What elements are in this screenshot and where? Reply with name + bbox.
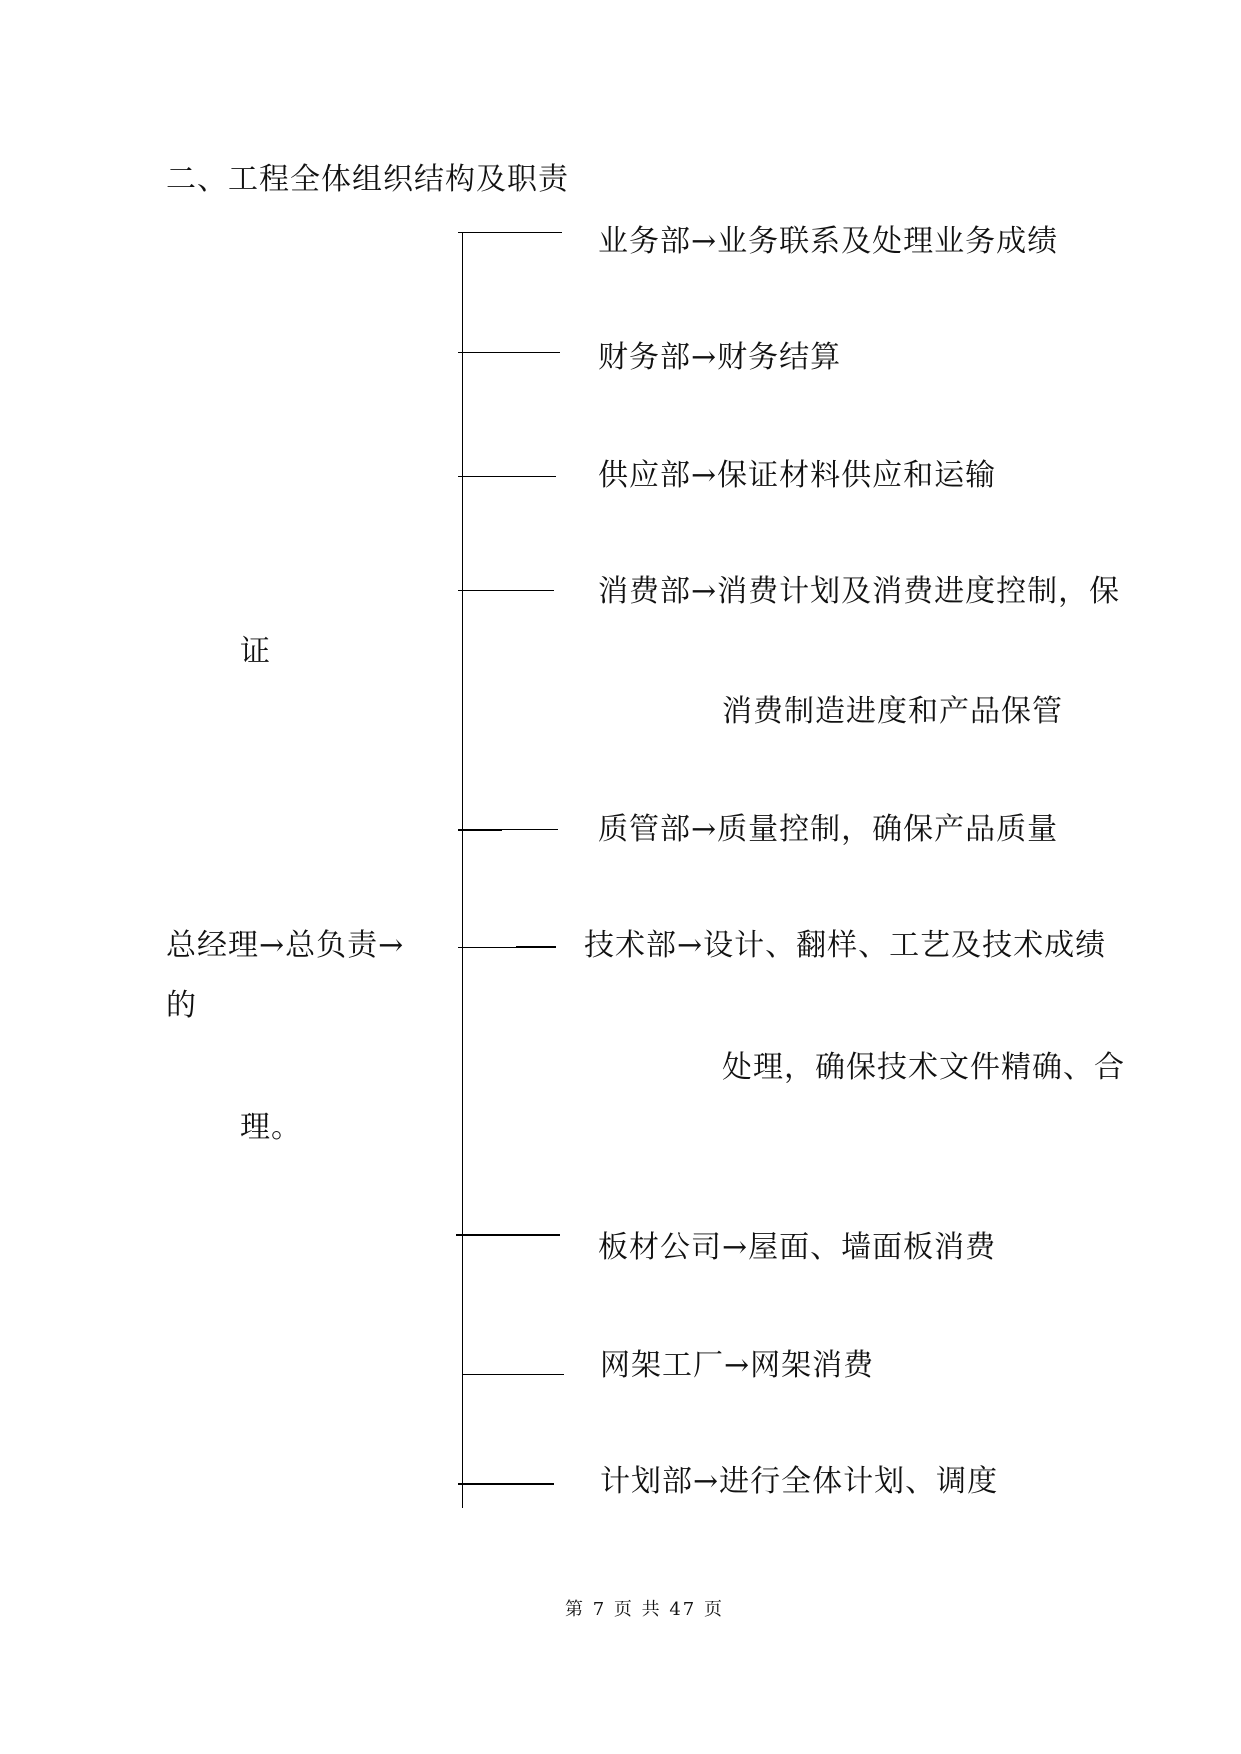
dept-quality: 质管部→质量控制，确保产品质量	[598, 812, 1059, 847]
branch-line-technical	[516, 946, 556, 948]
dept-production-continuation: 消费制造进度和产品保管	[722, 694, 1063, 729]
branch-line-gm	[458, 947, 516, 948]
general-manager-wrap-1: 的	[166, 988, 197, 1023]
branch-line-planning	[458, 1483, 554, 1485]
branch-line-finance	[458, 352, 560, 353]
dept-finance: 财务部→财务结算	[598, 340, 842, 375]
branch-line-business	[458, 232, 562, 233]
dept-business: 业务部→业务联系及处理业务成绩	[598, 224, 1059, 259]
dept-technical: 技术部→设计、翻样、工艺及技术成绩	[584, 928, 1107, 963]
dept-supply: 供应部→保证材料供应和运输	[598, 458, 997, 493]
branch-line-supply	[458, 476, 556, 477]
dept-space-frame: 网架工厂→网架消费	[600, 1348, 875, 1383]
section-title: 二、工程全体组织结构及职责	[166, 162, 569, 197]
org-chart-trunk-line	[462, 233, 463, 1508]
branch-line-quality-ext	[502, 829, 558, 830]
fragment-zheng: 证	[240, 634, 271, 669]
general-manager-line: 总经理→总负责→	[166, 928, 405, 963]
branch-line-production	[458, 590, 554, 591]
branch-line-quality	[458, 829, 502, 831]
dept-technical-continuation: 处理，确保技术文件精确、合	[722, 1050, 1125, 1085]
dept-panel-company: 板材公司→屋面、墙面板消费	[598, 1230, 997, 1265]
dept-production: 消费部→消费计划及消费进度控制，保	[598, 574, 1121, 609]
dept-planning: 计划部→进行全体计划、调度	[600, 1464, 999, 1499]
branch-line-panel-company	[456, 1234, 560, 1236]
branch-line-space-frame	[462, 1374, 564, 1375]
page-footer: 第 7 页 共 47 页	[565, 1599, 724, 1620]
general-manager-wrap-2: 理。	[240, 1110, 302, 1145]
